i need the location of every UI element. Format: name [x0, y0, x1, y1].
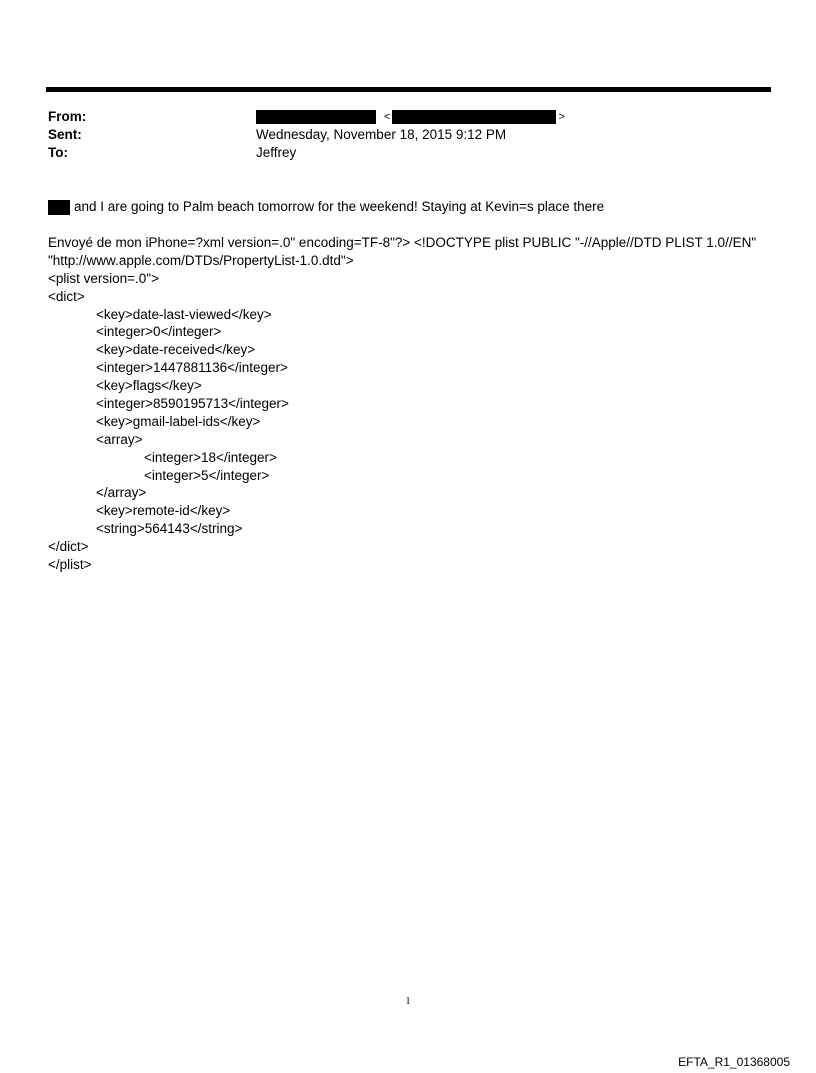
- redacted-sender-name: [256, 110, 376, 124]
- email-body: [48, 198, 773, 216]
- plist-line: <integer>8590195713</integer>: [96, 396, 289, 412]
- plist-line: <array>: [96, 431, 143, 447]
- plist-line: Envoyé de mon iPhone=?xml version=.0" encoding=TF-8"?> <!DOCTYPE plist PUBLIC "-//Apple//DTD PLIST 1.0//EN": [48, 235, 757, 250]
- from-label: From:: [48, 109, 87, 124]
- plist-line: <string>564143</string>: [96, 521, 243, 537]
- plist-line: </array>: [96, 485, 147, 501]
- redacted-sender-email: [392, 110, 556, 124]
- email-header: [48, 108, 768, 162]
- redacted-body-name: [48, 200, 70, 215]
- plist-line: <key>flags</key>: [96, 378, 202, 394]
- plist-line: <integer>5</integer>: [144, 467, 270, 483]
- message-text: and I are going to Palm beach tomorrow for the weekend! Staying at Kevin=s place there: [74, 199, 605, 214]
- plist-line: <integer>1447881136</integer>: [96, 360, 288, 376]
- email-open-bracket: <: [384, 111, 391, 123]
- from-value: [256, 108, 567, 126]
- header-divider: [46, 87, 771, 92]
- plist-line: <key>date-received</key>: [96, 342, 256, 358]
- to-label: To:: [48, 145, 68, 160]
- from-row: [48, 108, 768, 126]
- plist-line: </dict>: [48, 539, 89, 555]
- plist-line: "http://www.apple.com/DTDs/PropertyList-1.0.dtd">: [48, 252, 354, 268]
- plist-line: <key>date-last-viewed</key>: [96, 306, 272, 322]
- plist-line: <integer>0</integer>: [96, 324, 222, 340]
- page-number: 1: [405, 996, 411, 1007]
- document-id: EFTA_R1_01368005: [678, 1055, 790, 1069]
- plist-line: <key>remote-id</key>: [96, 503, 231, 519]
- sent-value: Wednesday, November 18, 2015 9:12 PM: [256, 127, 507, 142]
- plist-line: <integer>18</integer>: [144, 449, 277, 465]
- to-row: [48, 144, 768, 162]
- plist-line: <dict>: [48, 288, 85, 304]
- message-line: [48, 198, 773, 216]
- sent-row: [48, 126, 768, 144]
- plist-line: </plist>: [48, 557, 92, 573]
- to-value: Jeffrey: [256, 145, 297, 160]
- plist-line: <key>gmail-label-ids</key>: [96, 413, 261, 429]
- sent-label: Sent:: [48, 127, 82, 142]
- plist-line: <plist version=.0">: [48, 270, 159, 286]
- plist-block: [48, 234, 773, 574]
- email-close-bracket: >: [558, 111, 565, 123]
